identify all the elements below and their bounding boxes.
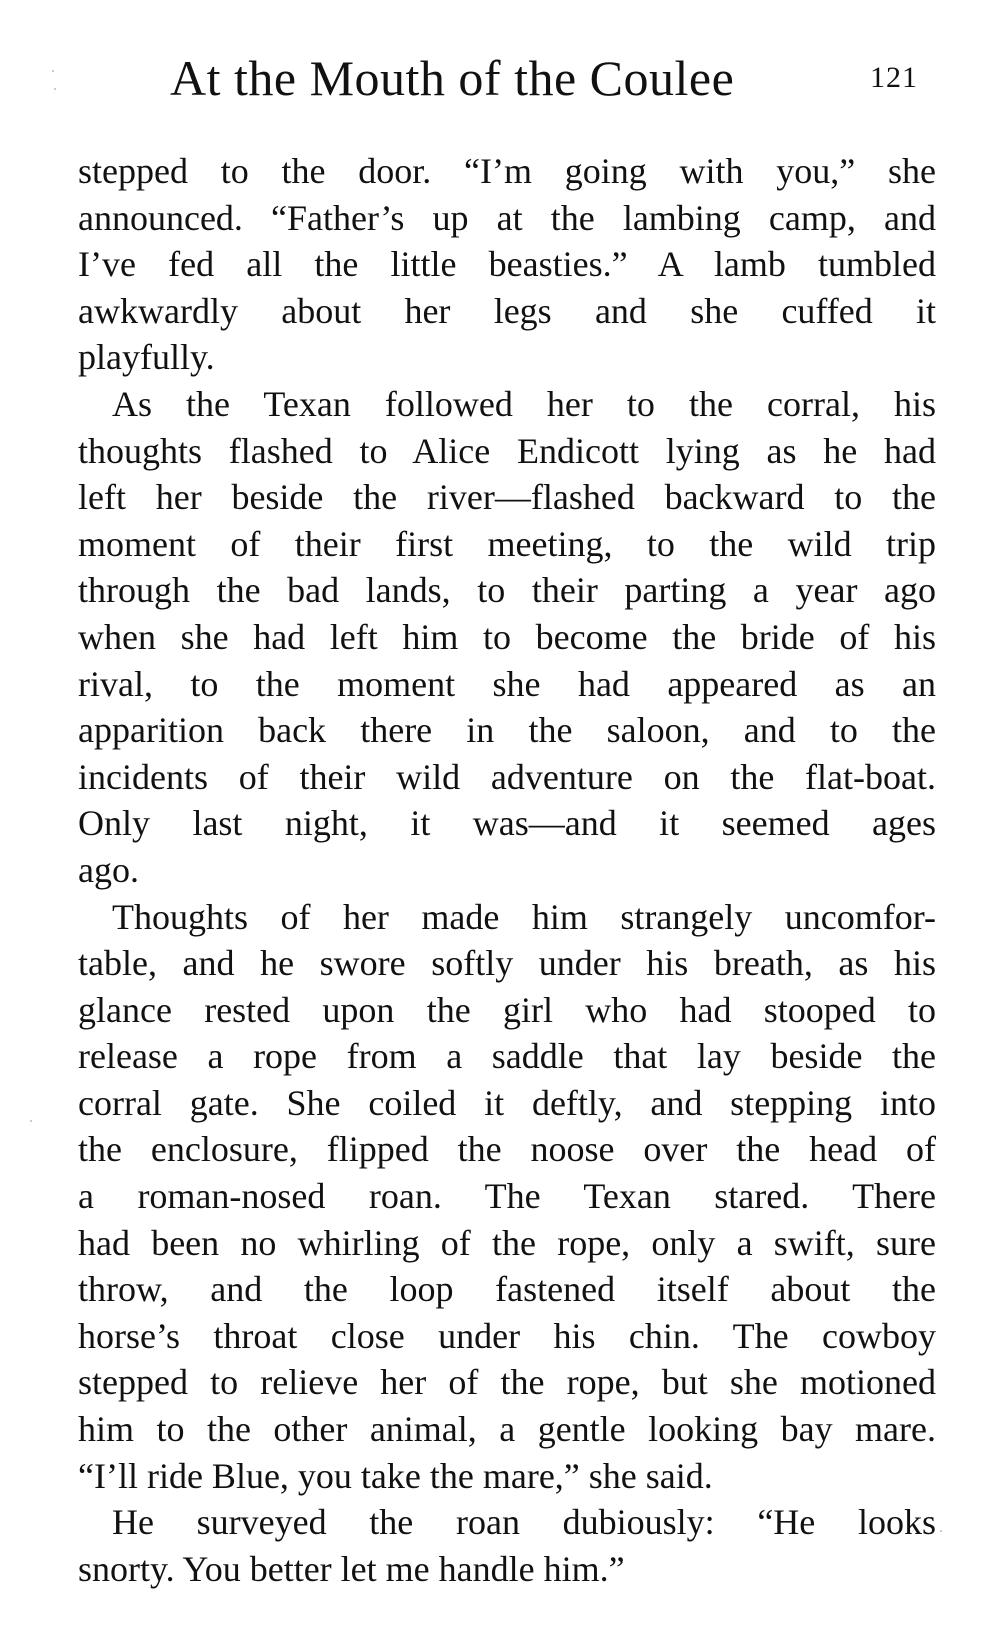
text-line: stepped to relieve her of the rope, but she motioned — [78, 1362, 936, 1403]
text-line: stepped to the door. “I’m going with you,” she — [78, 151, 936, 191]
text-line: I’ve fed all the little beasties.” A lamb tumbled — [78, 244, 936, 285]
text-line: apparition back there in the saloon, and to the — [78, 710, 936, 751]
text-line: announced. “Father’s up at the lambing camp, and — [78, 197, 936, 238]
text-line: moment of their first meeting, to the wild trip — [78, 523, 936, 564]
text-line: horse’s throat close under his chin. The cowboy — [78, 1315, 936, 1356]
text-line: Thoughts of her made him strangely uncomfor- — [112, 896, 936, 937]
text-line: throw, and the loop fastened itself about the — [78, 1269, 936, 1310]
text-line: when she had left him to become the bride of his — [78, 616, 936, 657]
text-line: through the bad lands, to their parting a year ago — [78, 570, 936, 611]
text-line: glance rested upon the girl who had stooped to — [78, 989, 936, 1030]
text-line: thoughts flashed to Alice Endicott lying as he had — [78, 430, 936, 471]
text-line: corral gate. She coiled it deftly, and stepping into — [78, 1082, 936, 1123]
text-line: him to the other animal, a gentle looking bay mare. — [78, 1409, 936, 1450]
body-text — [78, 148, 936, 1592]
text-line: Only last night, it was—and it seemed ages — [78, 803, 936, 844]
running-title: At the Mouth of the Coulee — [170, 50, 735, 106]
scan-speck — [52, 70, 54, 72]
page-number: 121 — [870, 61, 918, 94]
running-head — [170, 38, 950, 118]
scan-speck — [30, 1120, 32, 1122]
text-line: release a rope from a saddle that lay beside the — [78, 1036, 936, 1077]
scan-speck — [54, 88, 56, 90]
text-line: left her beside the river—flashed backward to the — [78, 477, 936, 518]
text-line: had been no whirling of the rope, only a swift, sure — [78, 1222, 936, 1263]
text-line: a roman-nosed roan. The Texan stared. There — [78, 1176, 936, 1217]
text-line: ago. — [78, 849, 139, 890]
text-line: incidents of their wild adventure on the flat-boat. — [78, 756, 936, 797]
text-line: snorty. You better let me handle him.” — [78, 1548, 625, 1589]
text-line: table, and he swore softly under his breath, as his — [78, 943, 936, 984]
text-line: the enclosure, flipped the noose over the head of — [78, 1129, 936, 1170]
text-line: awkwardly about her legs and she cuffed it — [78, 290, 936, 331]
text-line: “I’ll ride Blue, you take the mare,” she said. — [78, 1455, 713, 1496]
text-line: rival, to the moment she had appeared as an — [78, 663, 936, 704]
text-line: As the Texan followed her to the corral, his — [112, 383, 936, 424]
text-line: He surveyed the roan dubiously: “He looks — [112, 1502, 936, 1543]
scan-speck — [940, 1530, 942, 1532]
text-line: playfully. — [78, 337, 215, 378]
